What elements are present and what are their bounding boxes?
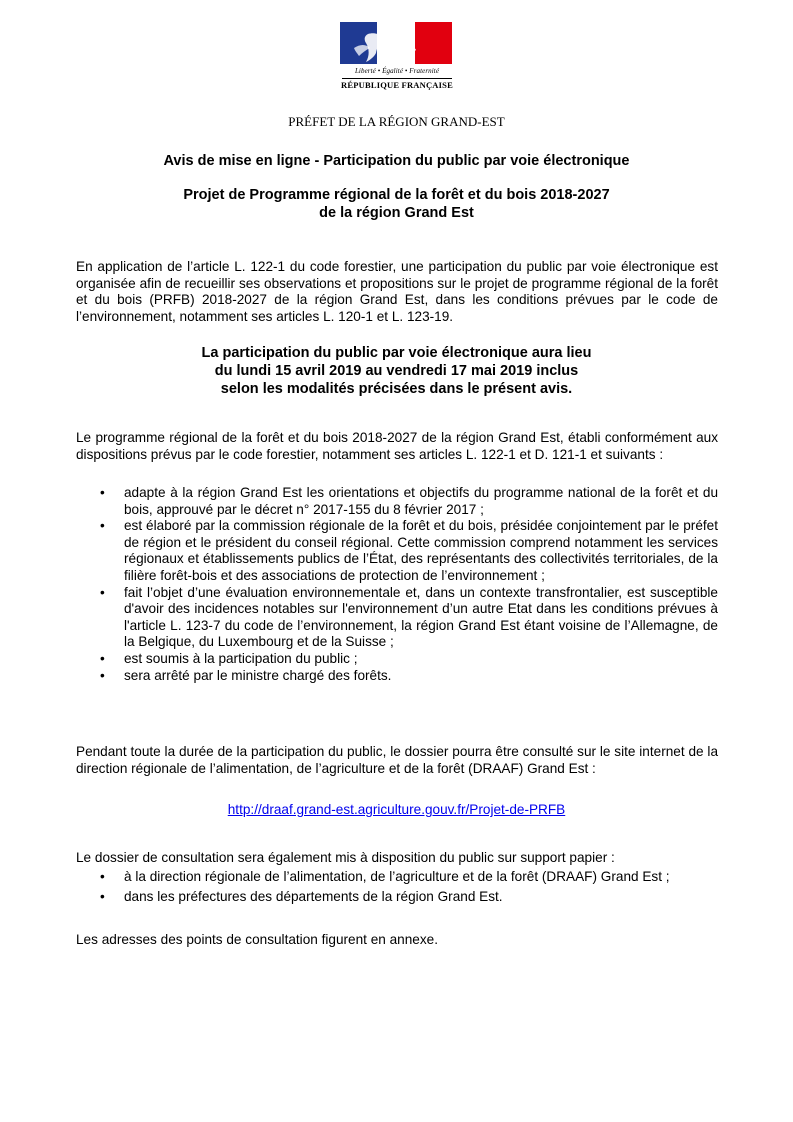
avis-heading: Avis de mise en ligne - Participation du public par voie électronique (163, 153, 630, 169)
logo-motto: Liberté • Égalité • Fraternité (354, 67, 440, 75)
list-item (76, 668, 718, 685)
bullet-icon: • (100, 650, 105, 666)
annex-note: Les adresses des points de consultation figurent en annexe. (76, 932, 438, 947)
list-item (76, 518, 718, 584)
paper-locations-list (76, 869, 718, 905)
list-item-text: fait l’objet d’une évaluation environnementale et, dans un contexte transfrontalier, est susceptible d'avoir des incidences notables sur l'environnement d’un autre Etat dans les conditions prévues à l'article L. 123-7 du code de l’environnement, la région Grand Est étant voisine de l’Allemagne, de la Belgique, du Luxembourg et de la Suisse ; (124, 584, 718, 650)
programme-bullet-list (76, 485, 718, 684)
dates-line2: du lundi 15 avril 2019 au vendredi 17 mai 2019 inclus (214, 363, 579, 379)
prefet-title: PRÉFET DE LA RÉGION GRAND-EST (288, 114, 505, 129)
intro-paragraph: En application de l’article L. 122-1 du code forestier, une participation du public par voie électronique est organisée afin de recueillir ses observations et propositions sur le projet de programme régional de la forêt et du bois (PRFB) 2018-2027 de la région Grand Est, dans les conditions prévues par le code de l’environnement, notamment ses articles L. 120-1 et L. 123-19. (76, 259, 718, 324)
list-item (76, 651, 718, 668)
list-item (76, 889, 718, 906)
list-item-text: est soumis à la participation du public ; (124, 650, 358, 666)
list-item (76, 869, 718, 886)
list-item (76, 485, 718, 518)
programme-intro-paragraph: Le programme régional de la forêt et du bois 2018-2027 de la région Grand Est, établi conformément aux dispositions prévus par le code forestier, notamment ses articles L. 122-1 et D. 121-1 et suivants : (76, 430, 718, 462)
tricolor-flag (340, 22, 452, 64)
logo-republic-name: RÉPUBLIQUE FRANÇAISE (341, 80, 453, 90)
list-item-text: adapte à la région Grand Est les orientations et objectifs du programme national de la forêt et du bois, approuvé par le décret n° 2017-155 du 8 février 2017 ; (124, 485, 718, 517)
list-item-text: dans les préfectures des départements de la région Grand Est. (124, 888, 503, 904)
bullet-icon: • (100, 518, 105, 534)
prfb-link-container (0, 801, 793, 818)
list-item-text: est élaboré par la commission régionale de la forêt et du bois, présidée conjointement par le préfet de région et le président du conseil régional. Cette commission comprend notamment les services régionaux et établissements publics de l’État, des représentants des collectivités territoriales, de la filière forêt-bois et des associations de protection de l’environnement ; (124, 518, 718, 583)
project-title-line2: de la région Grand Est (319, 205, 474, 221)
internet-consultation-paragraph: Pendant toute la durée de la participation du public, le dossier pourra être consulté sur le site internet de la direction régionale de l’alimentation, de l’agriculture et de la forêt (DRAAF) Grand Est : (76, 744, 718, 776)
bullet-icon: • (100, 888, 105, 904)
prfb-project-link[interactable]: http://draaf.grand-est.agriculture.gouv.fr/Projet-de-PRFB (227, 802, 566, 817)
list-item (76, 585, 718, 651)
dates-line3: selon les modalités précisées dans le présent avis. (220, 381, 573, 397)
bullet-icon: • (100, 869, 105, 884)
bullet-icon: • (100, 584, 105, 600)
project-title-line1: Projet de Programme régional de la forêt et du bois 2018-2027 (183, 187, 610, 203)
paper-consultation-intro: Le dossier de consultation sera également mis à disposition du public sur support papier : (76, 850, 615, 865)
bullet-icon: • (100, 485, 105, 500)
logo-divider (342, 78, 452, 79)
bullet-icon: • (100, 667, 105, 683)
list-item-text: à la direction régionale de l’alimentation, de l’agriculture et de la forêt (DRAAF) Grand Est ; (124, 869, 670, 884)
republique-francaise-logo (338, 22, 456, 94)
list-item-text: sera arrêté par le ministre chargé des forêts. (124, 667, 392, 683)
dates-line1: La participation du public par voie électronique aura lieu (201, 345, 592, 361)
marianne-profile-icon (340, 22, 452, 64)
